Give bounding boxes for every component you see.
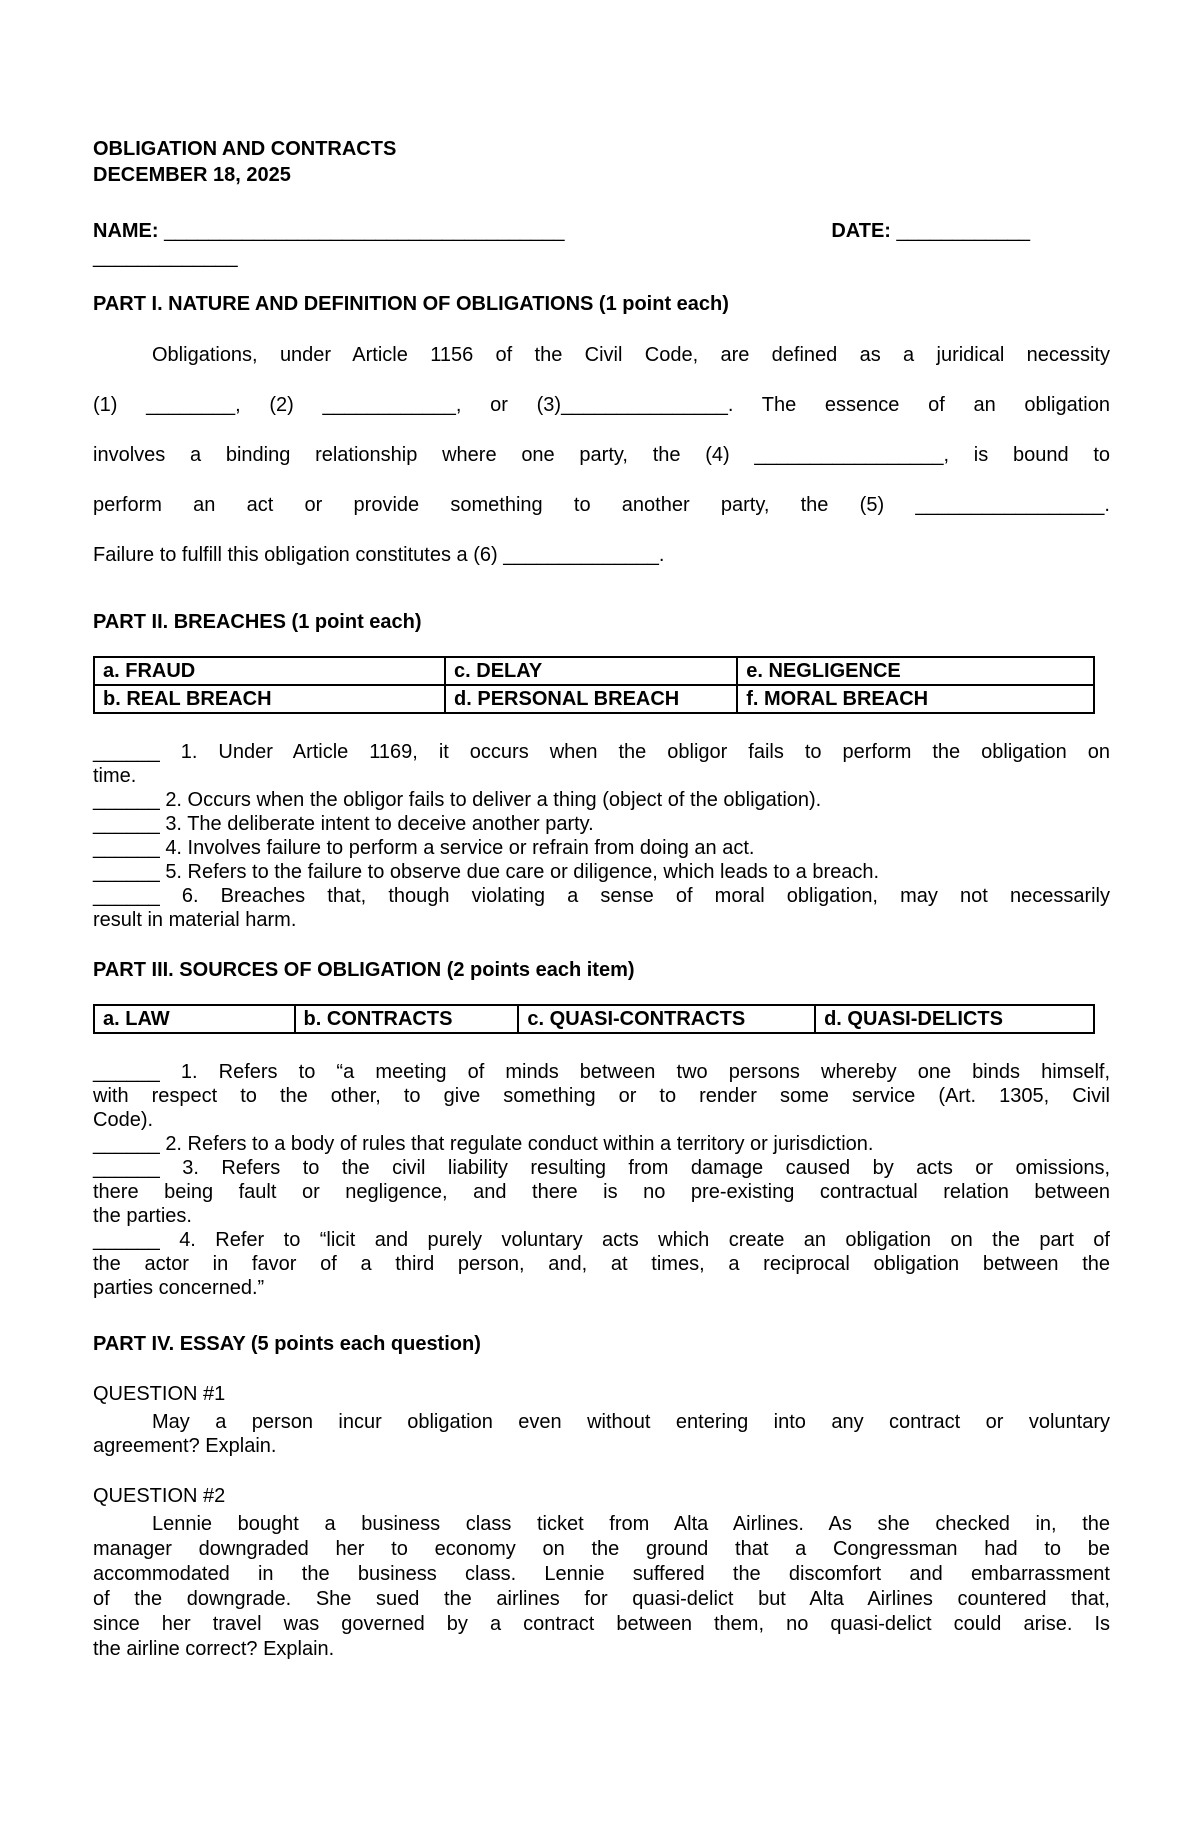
text-line: since her travel was governed by a contract between them, no quasi-delict could arise. Is [93,1613,1110,1635]
answer-blank[interactable]: ______ [93,1157,160,1179]
item-text: 2. Refers to a body of rules that regulate conduct within a territory or jurisdiction. [165,1133,874,1155]
name-blank-continuation[interactable]: _____________ [93,246,238,268]
table-cell: a. LAW [94,1005,295,1033]
table-cell: d. PERSONAL BREACH [445,685,737,713]
item-continuation: the actor in favor of a third person, and, at times, a reciprocal obligation between the [93,1253,1110,1275]
date-label: DATE: [831,220,891,242]
matching-item [93,1060,1110,1084]
fill-blank-line: involves a binding relationship where one party, the (4) _________________, is bound to [93,444,1110,466]
name-field [93,218,565,244]
matching-item [93,836,1110,860]
part1-heading: PART I. NATURE AND DEFINITION OF OBLIGATIONS (1 point each) [93,293,729,315]
item-continuation: parties concerned.” [93,1277,265,1299]
answer-blank[interactable]: ______ [93,1061,160,1083]
answer-blank[interactable]: ______ [93,837,160,859]
item-text: 4. Involves failure to perform a service or refrain from doing an act. [165,837,755,859]
date-blank[interactable]: ____________ [896,220,1030,242]
matching-item [93,1156,1110,1180]
question1-text [93,1410,1110,1458]
question2-text [93,1512,1110,1662]
part4-heading: PART IV. ESSAY (5 points each question) [93,1333,481,1355]
text-line: manager downgraded her to economy on the ground that a Congressman had to be [93,1538,1110,1560]
table-cell: d. QUASI-DELICTS [815,1005,1094,1033]
name-label: NAME: [93,220,159,242]
table-row [94,1005,1094,1033]
fill-blank-line: Failure to fulfill this obligation constitutes a (6) ______________. [93,544,665,566]
answer-blank[interactable]: ______ [93,813,160,835]
item-text: 1. Under Article 1169, it occurs when the obligor fails to perform the obligation on [180,741,1110,763]
item-continuation: the parties. [93,1205,192,1227]
matching-item [93,884,1110,908]
question1-label: QUESTION #1 [93,1383,226,1405]
item-text: 5. Refers to the failure to observe due care or diligence, which leads to a breach. [165,861,880,883]
question2-label: QUESTION #2 [93,1485,226,1507]
matching-item [93,1228,1110,1252]
item-continuation: result in material harm. [93,909,297,931]
table-cell: b. REAL BREACH [94,685,445,713]
table-cell: a. FRAUD [94,657,445,685]
item-text: 4. Refer to “licit and purely voluntary acts which create an obligation on the part of [179,1229,1110,1251]
fill-blank-line: (1) ________, (2) ____________, or (3)_______________. The essence of an obligation [93,394,1110,416]
matching-item [93,860,1110,884]
part2-items [93,740,1110,932]
answer-blank[interactable]: ______ [93,885,160,907]
item-continuation: there being fault or negligence, and there is no pre-existing contractual relation between [93,1181,1110,1203]
matching-item [93,1132,1110,1156]
document-date: DECEMBER 18, 2025 [93,164,291,186]
table-cell: c. DELAY [445,657,737,685]
matching-item [93,740,1110,764]
part3-items [93,1060,1110,1300]
table-cell: f. MORAL BREACH [737,685,1094,713]
breaches-table [93,656,1095,714]
answer-blank[interactable]: ______ [93,741,160,763]
table-row [94,685,1094,713]
table-row [94,657,1094,685]
item-continuation: Code). [93,1109,154,1131]
item-text: 1. Refers to “a meeting of minds between two persons whereby one binds himself, [180,1061,1110,1083]
item-text: 2. Occurs when the obligor fails to deliver a thing (object of the obligation). [165,789,822,811]
item-continuation: time. [93,765,137,787]
fill-blank-line: perform an act or provide something to another party, the (5) _________________. [93,494,1110,516]
date-field [831,218,1030,244]
part1-paragraph [93,330,1110,580]
text-line: agreement? Explain. [93,1435,277,1457]
name-date-row [93,218,1110,244]
item-text: 6. Breaches that, though violating a sense of moral obligation, may not necessarily [181,885,1110,907]
text-line: May a person incur obligation even without entering into any contract or voluntary [152,1411,1110,1433]
table-cell: b. CONTRACTS [295,1005,519,1033]
matching-item [93,788,1110,812]
table-cell: e. NEGLIGENCE [737,657,1094,685]
text-line: Obligations, under Article 1156 of the Civil Code, are defined as a juridical necessity [152,344,1110,366]
item-continuation: with respect to the other, to give something or to render some service (Art. 1305, Civil [93,1085,1110,1107]
document-title: OBLIGATION AND CONTRACTS [93,138,397,160]
answer-blank[interactable]: ______ [93,861,160,883]
answer-blank[interactable]: ______ [93,1229,160,1251]
part3-heading: PART III. SOURCES OF OBLIGATION (2 points each item) [93,959,635,981]
sources-table [93,1004,1095,1034]
answer-blank[interactable]: ______ [93,1133,160,1155]
name-blank[interactable]: ____________________________________ [164,220,565,242]
text-line: of the downgrade. She sued the airlines for quasi-delict but Alta Airlines countered that, [93,1588,1110,1610]
answer-blank[interactable]: ______ [93,789,160,811]
item-text: 3. The deliberate intent to deceive another party. [165,813,594,835]
item-text: 3. Refers to the civil liability resulting from damage caused by acts or omissions, [182,1157,1111,1179]
matching-item [93,812,1110,836]
text-line: the airline correct? Explain. [93,1638,335,1660]
text-line: Lennie bought a business class ticket from Alta Airlines. As she checked in, the [152,1513,1110,1535]
part2-heading: PART II. BREACHES (1 point each) [93,611,422,633]
text-line: accommodated in the business class. Lennie suffered the discomfort and embarrassment [93,1563,1110,1585]
table-cell: c. QUASI-CONTRACTS [518,1005,815,1033]
